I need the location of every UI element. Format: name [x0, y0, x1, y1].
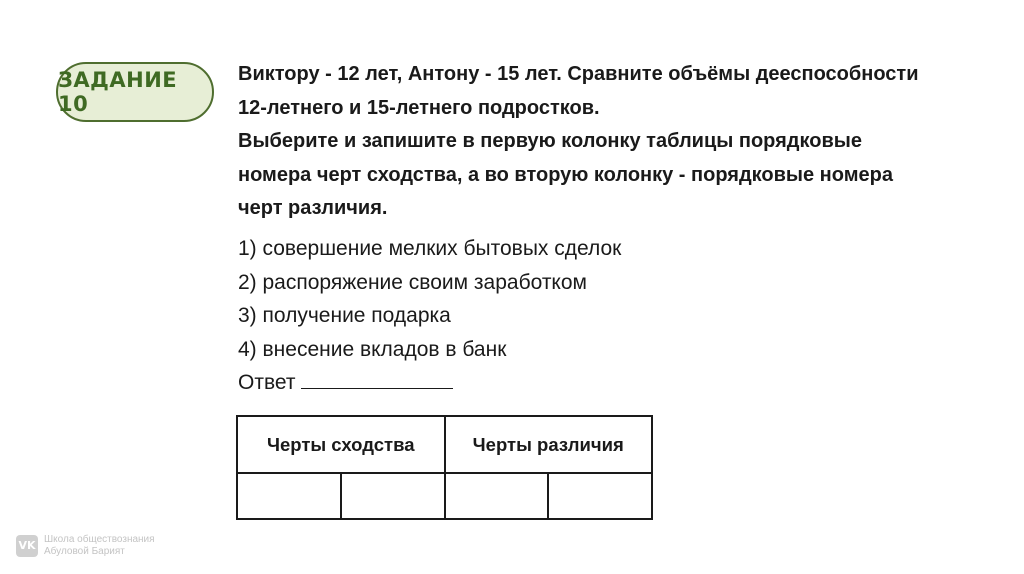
- vk-icon: VK: [16, 535, 38, 557]
- table-header-row: [237, 416, 652, 473]
- option-item: 2) распоряжение своим заработком: [238, 270, 587, 294]
- answer-cell[interactable]: [341, 473, 445, 519]
- option-item: 3) получение подарка: [238, 304, 451, 327]
- table-row: [237, 473, 652, 519]
- watermark-line: Абуловой Барият: [44, 546, 125, 557]
- answer-table: [236, 415, 653, 520]
- options-list: [238, 232, 938, 400]
- answer-cell[interactable]: [548, 473, 652, 519]
- answer-cell[interactable]: [445, 473, 549, 519]
- answer-label: Ответ: [238, 371, 296, 394]
- option-item: 4) внесение вкладов в банк: [238, 337, 507, 361]
- watermark-line: Школа обществознания: [44, 534, 155, 545]
- answer-row: [238, 366, 938, 400]
- header-differences: Черты различия: [445, 416, 653, 473]
- option-item: 1) совершение мелких бытовых сделок: [238, 237, 622, 260]
- question-line: Выберите и запишите в первую колонку таблицы порядковые: [238, 130, 862, 152]
- task-badge: [56, 62, 214, 122]
- header-similarities: Черты сходства: [237, 416, 445, 473]
- question-line: 12-летнего и 15-летнего подростков.: [238, 96, 600, 119]
- question-line: номера черт сходства, а во вторую колонку - порядковые номера: [238, 163, 893, 186]
- watermark: [16, 534, 155, 558]
- question-line: Виктору - 12 лет, Антону - 15 лет. Сравните объёмы дееспособности: [238, 63, 919, 85]
- answer-blank[interactable]: [301, 366, 453, 389]
- question-line: черт различия.: [238, 197, 388, 219]
- question-text: [238, 58, 978, 226]
- watermark-text: [44, 534, 155, 558]
- answer-cell[interactable]: [237, 473, 341, 519]
- task-badge-label: ЗАДАНИЕ 10: [58, 68, 178, 116]
